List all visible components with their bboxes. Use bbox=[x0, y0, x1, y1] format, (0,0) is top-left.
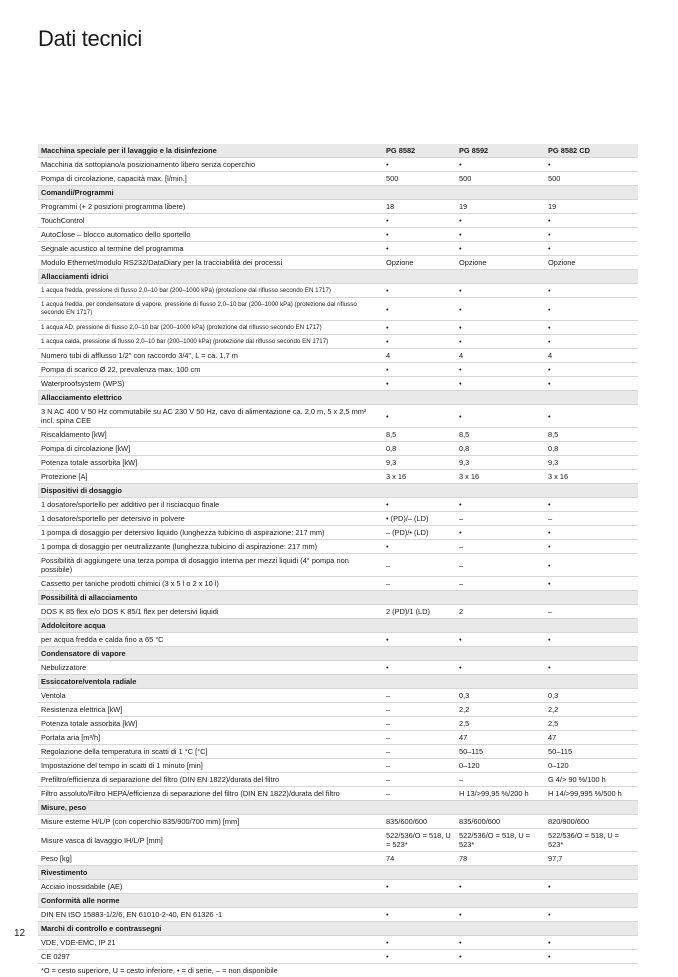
value-pg8592: 0–120 bbox=[456, 759, 545, 773]
value-pg8582: – bbox=[383, 554, 456, 577]
spec-label: TouchControl bbox=[38, 214, 383, 228]
table-row bbox=[38, 661, 638, 675]
spec-label: 1 pompa di dosaggio per neutralizzante (lunghezza tubicino di aspirazione: 217 mm) bbox=[38, 540, 383, 554]
table-row bbox=[38, 829, 638, 852]
table-row bbox=[38, 158, 638, 172]
spec-label: 1 acqua calda, pressione di flusso 2,0–10 bar (200–1000 kPa) (protezione dal riflusso secondo EN 1717) bbox=[38, 335, 383, 349]
value-pg8582: • (PD)/– (LD) bbox=[383, 512, 456, 526]
value-pg8582cd: • bbox=[545, 526, 638, 540]
value-pg8582cd: • bbox=[545, 298, 638, 321]
value-pg8582: – bbox=[383, 689, 456, 703]
value-pg8582cd: • bbox=[545, 228, 638, 242]
table-row bbox=[38, 880, 638, 894]
value-pg8582: 74 bbox=[383, 852, 456, 866]
section-header-row bbox=[38, 801, 638, 815]
model-pg8582-header: PG 8582 bbox=[383, 144, 456, 158]
value-pg8582cd: H 14/>99,995 %/500 h bbox=[545, 787, 638, 801]
table-row bbox=[38, 405, 638, 428]
table-row bbox=[38, 540, 638, 554]
table-row bbox=[38, 936, 638, 950]
value-pg8582: • bbox=[383, 335, 456, 349]
spec-label: Segnale acustico al termine del programma bbox=[38, 242, 383, 256]
spec-label: Programmi (+ 2 posizioni programma libere) bbox=[38, 200, 383, 214]
value-pg8592: 522/536/O = 518, U = 523* bbox=[456, 829, 545, 852]
value-pg8582cd: 19 bbox=[545, 200, 638, 214]
table-body bbox=[38, 158, 638, 964]
spec-label: Misure vasca di lavaggio IH/L/P [mm] bbox=[38, 829, 383, 852]
value-pg8592: • bbox=[456, 405, 545, 428]
spec-label: Regolazione della temperatura in scatti di 1 °C [°C] bbox=[38, 745, 383, 759]
table-row bbox=[38, 200, 638, 214]
table-row bbox=[38, 908, 638, 922]
section-header-row bbox=[38, 675, 638, 689]
value-pg8582: – bbox=[383, 759, 456, 773]
spec-label: Pompa di circolazione, capacità max. [l/min.] bbox=[38, 172, 383, 186]
value-pg8582cd: • bbox=[545, 321, 638, 335]
footnote: *O = cesto superiore, U = cesto inferiore, • = di serie, – = non disponibile bbox=[38, 964, 638, 977]
value-pg8592: 2,5 bbox=[456, 717, 545, 731]
table-row bbox=[38, 363, 638, 377]
section-title: Possibilità di allacciamento bbox=[38, 591, 638, 605]
value-pg8582cd: 3 x 16 bbox=[545, 470, 638, 484]
spec-label: Nebulizzatore bbox=[38, 661, 383, 675]
value-pg8582: • bbox=[383, 908, 456, 922]
value-pg8582: 18 bbox=[383, 200, 456, 214]
page-number: 12 bbox=[14, 928, 25, 939]
value-pg8582: • bbox=[383, 228, 456, 242]
table-row bbox=[38, 731, 638, 745]
value-pg8592: • bbox=[456, 242, 545, 256]
spec-label: Modulo Ethernet/modulo RS232/DataDiary per la tracciabilità dei processi bbox=[38, 256, 383, 270]
section-title: Allacciamenti idrici bbox=[38, 270, 638, 284]
table-row bbox=[38, 815, 638, 829]
table-row bbox=[38, 950, 638, 964]
value-pg8592: • bbox=[456, 363, 545, 377]
value-pg8592: – bbox=[456, 773, 545, 787]
spec-label: Protezione [A] bbox=[38, 470, 383, 484]
value-pg8582: – bbox=[383, 787, 456, 801]
value-pg8592: • bbox=[456, 880, 545, 894]
value-pg8592: 19 bbox=[456, 200, 545, 214]
section-header-row bbox=[38, 894, 638, 908]
table-row bbox=[38, 256, 638, 270]
value-pg8582cd: G 4/> 90 %/100 h bbox=[545, 773, 638, 787]
section-header-row bbox=[38, 484, 638, 498]
value-pg8582cd: 0,3 bbox=[545, 689, 638, 703]
table-row bbox=[38, 773, 638, 787]
table-row bbox=[38, 577, 638, 591]
value-pg8592: • bbox=[456, 377, 545, 391]
value-pg8592: • bbox=[456, 498, 545, 512]
value-pg8582: • bbox=[383, 214, 456, 228]
section-header-row bbox=[38, 391, 638, 405]
table-row bbox=[38, 228, 638, 242]
table-row bbox=[38, 703, 638, 717]
section-title: Allacciamento elettrico bbox=[38, 391, 638, 405]
value-pg8592: • bbox=[456, 228, 545, 242]
table-row bbox=[38, 633, 638, 647]
section-title: Marchi di controllo e contrassegni bbox=[38, 922, 638, 936]
section-title: Condensatore di vapore bbox=[38, 647, 638, 661]
table-row bbox=[38, 349, 638, 363]
value-pg8582: – bbox=[383, 745, 456, 759]
value-pg8592: • bbox=[456, 908, 545, 922]
value-pg8592: • bbox=[456, 950, 545, 964]
value-pg8592: • bbox=[456, 298, 545, 321]
value-pg8592: 0,3 bbox=[456, 689, 545, 703]
table-row bbox=[38, 214, 638, 228]
spec-label: Potenza totale assorbita [kW] bbox=[38, 456, 383, 470]
value-pg8582cd: • bbox=[545, 661, 638, 675]
value-pg8592: 47 bbox=[456, 731, 545, 745]
value-pg8582: • bbox=[383, 540, 456, 554]
spec-label: 3 N AC 400 V 50 Hz commutabile su AC 230 V 50 Hz, cavo di alimentazione ca. 2,0 m, 5 x 2,5 mm² incl. spina CEE bbox=[38, 405, 383, 428]
spec-label: Filtro assoluto/Filtro HEPA/efficienza di separazione del filtro (DIN EN 1822)/durata del filtro bbox=[38, 787, 383, 801]
value-pg8592: – bbox=[456, 512, 545, 526]
value-pg8582cd: 8,5 bbox=[545, 428, 638, 442]
section-header-row bbox=[38, 186, 638, 200]
section-title: Comandi/Programmi bbox=[38, 186, 638, 200]
value-pg8582cd: 47 bbox=[545, 731, 638, 745]
value-pg8592: 0,8 bbox=[456, 442, 545, 456]
value-pg8592: 50–115 bbox=[456, 745, 545, 759]
value-pg8582cd: 2,5 bbox=[545, 717, 638, 731]
value-pg8582: • bbox=[383, 242, 456, 256]
table-row bbox=[38, 512, 638, 526]
value-pg8582cd: • bbox=[545, 880, 638, 894]
value-pg8582cd: 4 bbox=[545, 349, 638, 363]
table-row bbox=[38, 284, 638, 298]
spec-label: Impostazione del tempo in scatti di 1 minuto [min] bbox=[38, 759, 383, 773]
spec-label: Riscaldamento [kW] bbox=[38, 428, 383, 442]
value-pg8592: H 13/>99,95 %/200 h bbox=[456, 787, 545, 801]
value-pg8582: • bbox=[383, 661, 456, 675]
value-pg8582: • bbox=[383, 321, 456, 335]
value-pg8582cd: • bbox=[545, 540, 638, 554]
value-pg8582: 2 (PD)/1 (LD) bbox=[383, 605, 456, 619]
table-row bbox=[38, 605, 638, 619]
section-title: Rivestimento bbox=[38, 866, 638, 880]
spec-label: per acqua fredda e calda fino a 65 °C bbox=[38, 633, 383, 647]
table-row bbox=[38, 321, 638, 335]
spec-label: Cassetto per taniche prodotti chimici (3 x 5 l o 2 x 10 l) bbox=[38, 577, 383, 591]
value-pg8592: – bbox=[456, 554, 545, 577]
table-row bbox=[38, 759, 638, 773]
value-pg8582: • bbox=[383, 158, 456, 172]
value-pg8582cd: • bbox=[545, 633, 638, 647]
spec-label: Waterproofsystem (WPS) bbox=[38, 377, 383, 391]
value-pg8582cd: • bbox=[545, 363, 638, 377]
spec-label: Portata aria [m³/h] bbox=[38, 731, 383, 745]
value-pg8592: • bbox=[456, 214, 545, 228]
spec-label: 1 pompa di dosaggio per detersivo liquido (lunghezza tubicino di aspirazione: 217 mm) bbox=[38, 526, 383, 540]
value-pg8582: • bbox=[383, 950, 456, 964]
value-pg8592: • bbox=[456, 661, 545, 675]
model-pg8582cd-header: PG 8582 CD bbox=[545, 144, 638, 158]
spec-label: Peso [kg] bbox=[38, 852, 383, 866]
value-pg8582cd: • bbox=[545, 577, 638, 591]
table-row bbox=[38, 470, 638, 484]
spec-label: Resistenza elettrica [kW] bbox=[38, 703, 383, 717]
value-pg8582: 0,8 bbox=[383, 442, 456, 456]
section-header-row bbox=[38, 922, 638, 936]
value-pg8592: 2,2 bbox=[456, 703, 545, 717]
value-pg8582: • bbox=[383, 405, 456, 428]
table-row bbox=[38, 298, 638, 321]
table-row bbox=[38, 442, 638, 456]
table-row bbox=[38, 428, 638, 442]
value-pg8582cd: • bbox=[545, 284, 638, 298]
table-row bbox=[38, 377, 638, 391]
value-pg8582cd: Opzione bbox=[545, 256, 638, 270]
table-row bbox=[38, 498, 638, 512]
value-pg8582cd: • bbox=[545, 158, 638, 172]
value-pg8592: • bbox=[456, 321, 545, 335]
value-pg8582: – bbox=[383, 717, 456, 731]
section-header-row bbox=[38, 866, 638, 880]
spec-label: Macchina da sottopiano/a posizionamento libero senza coperchio bbox=[38, 158, 383, 172]
table-row bbox=[38, 172, 638, 186]
model-pg8592-header: PG 8592 bbox=[456, 144, 545, 158]
section-title: Essiccatore/ventola radiale bbox=[38, 675, 638, 689]
value-pg8582: 500 bbox=[383, 172, 456, 186]
section-title: Misure, peso bbox=[38, 801, 638, 815]
value-pg8582cd: – bbox=[545, 512, 638, 526]
value-pg8582cd: • bbox=[545, 498, 638, 512]
value-pg8582: 8,5 bbox=[383, 428, 456, 442]
value-pg8592: 500 bbox=[456, 172, 545, 186]
value-pg8582: 522/536/O = 518, U = 523* bbox=[383, 829, 456, 852]
value-pg8582cd: • bbox=[545, 908, 638, 922]
value-pg8582: Opzione bbox=[383, 256, 456, 270]
spec-label: 1 dosatore/sportello per detersivo in polvere bbox=[38, 512, 383, 526]
spec-label: Numero tubi di afflusso 1/2" con raccordo 3/4", L = ca. 1,7 m bbox=[38, 349, 383, 363]
value-pg8582: • bbox=[383, 363, 456, 377]
value-pg8582cd: • bbox=[545, 335, 638, 349]
section-header-row bbox=[38, 647, 638, 661]
value-pg8582cd: • bbox=[545, 242, 638, 256]
table-row bbox=[38, 745, 638, 759]
value-pg8582: – bbox=[383, 577, 456, 591]
technical-data-table bbox=[38, 144, 638, 977]
value-pg8582: – bbox=[383, 703, 456, 717]
value-pg8592: 2 bbox=[456, 605, 545, 619]
value-pg8592: • bbox=[456, 936, 545, 950]
spec-label: 1 acqua fredda, per condensatore di vapore, pressione di flusso 2,0–10 bar (200–1000 kPa) (protezione dal riflusso secondo EN 1717) bbox=[38, 298, 383, 321]
section-title: Addolcitore acqua bbox=[38, 619, 638, 633]
footnote-row bbox=[38, 964, 638, 977]
value-pg8582cd: 97,7 bbox=[545, 852, 638, 866]
section-title: Dispositivi di dosaggio bbox=[38, 484, 638, 498]
spec-label: Prefiltro/efficienza di separazione del filtro (DIN EN 1822)/durata del filtro bbox=[38, 773, 383, 787]
value-pg8582cd: • bbox=[545, 377, 638, 391]
spec-label: Ventola bbox=[38, 689, 383, 703]
table-header-row bbox=[38, 144, 638, 158]
value-pg8592: 835/600/600 bbox=[456, 815, 545, 829]
value-pg8582: • bbox=[383, 298, 456, 321]
spec-label: CE 0297 bbox=[38, 950, 383, 964]
spec-label: Potenza totale assorbita [kW] bbox=[38, 717, 383, 731]
spec-label: DIN EN ISO 15883-1/2/6, EN 61010-2-40, EN 61326 -1 bbox=[38, 908, 383, 922]
spec-label: DOS K 85 flex e/o DOS K 85/1 flex per detersivi liquidi bbox=[38, 605, 383, 619]
value-pg8582cd: 50–115 bbox=[545, 745, 638, 759]
value-pg8582: 835/600/600 bbox=[383, 815, 456, 829]
value-pg8582cd: 0–120 bbox=[545, 759, 638, 773]
value-pg8582cd: • bbox=[545, 214, 638, 228]
value-pg8582cd: 522/536/O = 518, U = 523* bbox=[545, 829, 638, 852]
value-pg8582cd: 500 bbox=[545, 172, 638, 186]
spec-label: 1 acqua AD, pressione di flusso 2,0–10 bar (200–1000 kPa) (protezione dal riflusso secondo EN 1717) bbox=[38, 321, 383, 335]
value-pg8592: • bbox=[456, 284, 545, 298]
section-title: Conformità alle norme bbox=[38, 894, 638, 908]
table-row bbox=[38, 852, 638, 866]
table-row bbox=[38, 717, 638, 731]
value-pg8582cd: – bbox=[545, 605, 638, 619]
spec-label: 1 acqua fredda, pressione di flusso 2,0–10 bar (200–1000 kPa) (protezione dal riflusso secondo EN 1717) bbox=[38, 284, 383, 298]
value-pg8592: – bbox=[456, 540, 545, 554]
spec-label: Acciaio inossidabile (AE) bbox=[38, 880, 383, 894]
value-pg8582cd: 820/900/600 bbox=[545, 815, 638, 829]
section-header-row bbox=[38, 270, 638, 284]
value-pg8582cd: • bbox=[545, 950, 638, 964]
value-pg8582: • bbox=[383, 880, 456, 894]
spec-label: Misure esterne H/L/P (con coperchio 835/900/700 mm) [mm] bbox=[38, 815, 383, 829]
value-pg8582cd: 9,3 bbox=[545, 456, 638, 470]
value-pg8582: – bbox=[383, 731, 456, 745]
value-pg8582cd: • bbox=[545, 405, 638, 428]
table-row bbox=[38, 242, 638, 256]
table-row bbox=[38, 456, 638, 470]
header-label: Macchina speciale per il lavaggio e la disinfezione bbox=[38, 144, 383, 158]
value-pg8582: • bbox=[383, 936, 456, 950]
value-pg8592: Opzione bbox=[456, 256, 545, 270]
value-pg8592: 8,5 bbox=[456, 428, 545, 442]
value-pg8592: • bbox=[456, 526, 545, 540]
spec-label: Pompa di scarico Ø 22, prevalenza max. 100 cm bbox=[38, 363, 383, 377]
table-row bbox=[38, 689, 638, 703]
value-pg8582: – (PD)/• (LD) bbox=[383, 526, 456, 540]
spec-label: Possibilità di aggiungere una terza pompa di dosaggio interna per mezzi liquidi (4° pompa non possibile) bbox=[38, 554, 383, 577]
table-row bbox=[38, 787, 638, 801]
value-pg8582cd: 0,8 bbox=[545, 442, 638, 456]
value-pg8582: 3 x 16 bbox=[383, 470, 456, 484]
value-pg8582: 9,3 bbox=[383, 456, 456, 470]
table-row bbox=[38, 335, 638, 349]
section-header-row bbox=[38, 619, 638, 633]
value-pg8592: 9,3 bbox=[456, 456, 545, 470]
spec-label: AutoClose – blocco automatico dello sportello bbox=[38, 228, 383, 242]
value-pg8592: • bbox=[456, 335, 545, 349]
value-pg8582cd: • bbox=[545, 554, 638, 577]
spec-label: 1 dosatore/sportello per additivo per il risciacquo finale bbox=[38, 498, 383, 512]
table-row bbox=[38, 554, 638, 577]
spec-label: VDE, VDE-EMC, IP 21 bbox=[38, 936, 383, 950]
value-pg8582: • bbox=[383, 498, 456, 512]
value-pg8592: • bbox=[456, 633, 545, 647]
value-pg8582: • bbox=[383, 284, 456, 298]
value-pg8582: 4 bbox=[383, 349, 456, 363]
spec-label: Pompa di circolazione [kW] bbox=[38, 442, 383, 456]
value-pg8592: 78 bbox=[456, 852, 545, 866]
value-pg8592: – bbox=[456, 577, 545, 591]
section-header-row bbox=[38, 591, 638, 605]
value-pg8592: 4 bbox=[456, 349, 545, 363]
value-pg8582: • bbox=[383, 377, 456, 391]
page-title: Dati tecnici bbox=[38, 26, 142, 52]
table-row bbox=[38, 526, 638, 540]
value-pg8592: 3 x 16 bbox=[456, 470, 545, 484]
value-pg8592: • bbox=[456, 158, 545, 172]
value-pg8582: • bbox=[383, 633, 456, 647]
value-pg8582cd: 2,2 bbox=[545, 703, 638, 717]
value-pg8582: – bbox=[383, 773, 456, 787]
value-pg8582cd: • bbox=[545, 936, 638, 950]
